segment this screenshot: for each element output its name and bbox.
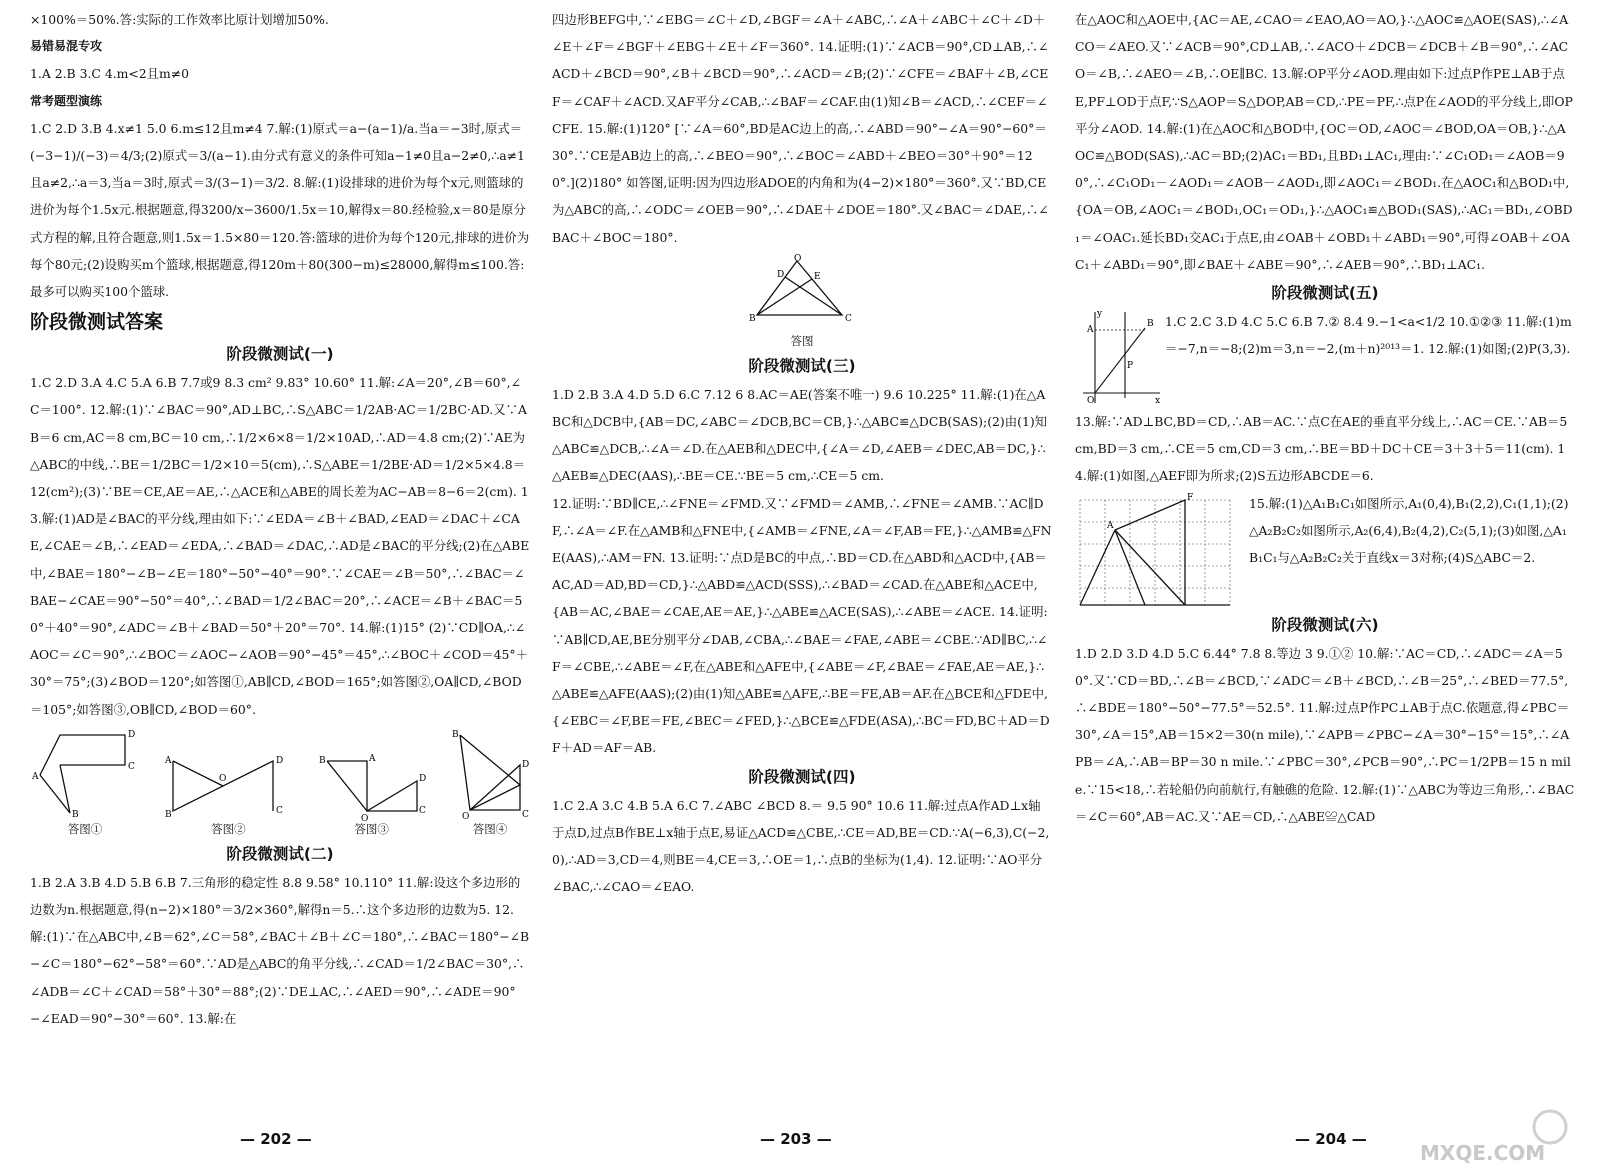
geometry-figure	[163, 751, 293, 821]
geometry-figure	[450, 725, 530, 821]
right-column	[1075, 6, 1575, 830]
answer-paragraph: 1.C 2.D 3.A 4.C 5.A 6.B 7.7或9 8.3 cm² 9.83° 10.60° 11.解:∠A＝20°,∠B＝60°,∠C＝100°. 12.解:(1)∵∠BAC＝90°,AD⊥BC,∴S△ABC＝1/2AB·AC＝1/2BC·AD.又∵AB＝6 cm,AC＝8 cm,BC＝10 cm,∴1/2×6×8＝1/2×10AD,∴AD＝4.8 cm;(2)∵AE为△ABC的中线,∴BE＝1/2BC＝1/2×10＝5(cm),∴S△ABE＝1/2BE·AD＝1/2×5×4.8＝12(cm²);(3)∵BE＝CE,AE＝AE,∴△ACE和△ABE的周长差为AC−AB＝8−6＝2(cm). 13.解:(1)AD是∠BAC的平分线,理由如下:∵∠EDA＝∠B＋∠BAD,∠EAD＝∠DAC＋∠CAE,∠CAE＝∠B,∴∠EAD＝∠EDA,∴∠BAD＝∠DAC,∴AD是∠BAC的平分线;(2)在△ABE中,∠BAE＝180°−∠B−∠E＝180°−50°−40°＝90°.∵∠CAE＝∠B＝50°,∴∠BAC＝∠BAE−∠CAE＝90°−50°＝40°,∴∠BAD＝1/2∠BAC＝20°,∴∠ACE＝∠B＋∠BAC＝50°＋40°＝90°,∠ADC＝∠B＋∠BAD＝50°＋20°＝70°. 14.解:(1)15° (2)∵CD∥OA,∴∠AOC＝∠C＝90°,∴∠BOC＝∠AOC−∠AOB＝90°−45°＝45°,∴∠BOC＋∠COD＝45°＋30°＝75°;(3)∠BOD＝120°;如答图①,AB∥CD,∠BOD＝165°;如答图②,OA∥CD,∠BOD＝105°;如答图③,OB∥CD,∠BOD＝60°.	[30, 375, 530, 717]
answer-paragraph: 1.C 2.A 3.C 4.B 5.A 6.C 7.∠ABC ∠BCD 8.＝ 9.5 90° 10.6 11.解:过点A作AD⊥x轴于点D,过点B作BE⊥x轴于点E,易证△ACD≌△CBE,∴CE＝AD,BE＝CD.∵A(−6,3),C(−2,0),∴AD＝3,CD＝4,则BE＝4,CE＝3,∴OE＝1,∴点B的坐标为(1,4). 12.证明:∵AO平分∠BAC,∴∠CAO＝∠EAO.	[552, 797, 1050, 895]
figure-caption: 答图①	[67, 821, 103, 836]
svg-text:F: F	[1187, 492, 1194, 503]
page-number: — 203 —	[760, 1130, 832, 1148]
svg-text:D: D	[418, 773, 426, 784]
test-title: 阶段微测试(三)	[748, 356, 856, 375]
answer-figure-2	[163, 751, 293, 837]
test-title: 阶段微测试(一)	[226, 345, 334, 364]
svg-text:B: B	[165, 809, 172, 820]
svg-text:B: B	[451, 729, 459, 740]
answer-paragraph: 1.C 2.D 3.B 4.x≠1 5.0 6.m≤12且m≠4 7.解:(1)原式＝a−(a−1)/a.当a＝−3时,原式＝(−3−1)/(−3)＝4/3;(2)原式＝3/(a−1).由分式有意义的条件可知a−1≠0且a−2≠0,∴a≠1且a≠2,∴a＝3,当a＝3时,原式＝3/(3−1)＝3/2. 8.解:(1)设排球的进价为每个x元,则篮球的进价为每个1.5x元.根据题意,得3200/x−3600/1.5x＝10,解得x＝80.经检验,x＝80是原分式方程的解,且符合题意,则1.5x＝1.5×80＝120.答:篮球的进价为每个120元,排球的进价为每个80元;(2)设购买m个篮球,根据题意,得120m＋80(300−m)≤28000,解得m≤100.答:最多可以购买100个篮球.	[30, 120, 530, 300]
svg-text:A: A	[368, 753, 376, 764]
answer-paragraph: 13.解:∵AD⊥BC,BD＝CD,∴AB＝AC.∵点C在AE的垂直平分线上,∴AC＝CE.∵AB＝5 cm,BD＝3 cm,∴CE＝5 cm,CD＝3 cm,∴BE＝BD＋DC＋CE＝3＋3＋5＝11(cm). 14.解:(1)如图,△AEF即为所求;(2)S五边形ABCDE＝6.	[1075, 414, 1568, 484]
svg-text:C: C	[276, 805, 284, 816]
svg-text:A: A	[32, 771, 39, 782]
answer-paragraph: 12.证明:∵BD∥CE,∴∠FNE＝∠FMD.又∵∠FMD＝∠AMB,∴∠FNE＝∠AMB.∵AC∥DF,∴∠A＝∠F.在△AMB和△FNE中,{∠AMB＝∠FNE,∠A＝∠F,AB＝FE,}∴△AMB≌△FNE(AAS),∴AM＝FN. 13.证明:∵点D是BC的中点,∴BD＝CD.在△ABD和△ACD中,{AB＝AC,AD＝AD,BD＝CD,}∴△ABD≌△ACD(SSS),∴∠BAD＝∠CAD.在△ABE和△ACE中,{AB＝AC,∠BAE＝∠CAE,AE＝AE,}∴△ABE≌△ACE(SAS),∴∠ABE＝∠ACE. 14.证明:∵AB∥CD,AE,BE分别平分∠DAB,∠CBA,∴∠BAE＝∠FAE,∠ABE＝∠CBE.∵AD∥BC,∴∠F＝∠CBE,∴∠ABE＝∠F,在△ABE和△AFE中,{∠ABE＝∠F,∠BAE＝∠FAE,AE＝AE,}∴△ABE≌△AFE(AAS);(2)由(1)知△ABE≌△AFE,∴BE＝FE,AB＝AF.在△BCE和△FDE中,{∠EBC＝∠F,BE＝FE,∠BEC＝∠FED,}∴△BCE≌△FDE(ASA),∴BC＝FD,BC＋AD＝DF＋AD＝AF＝AB.	[552, 495, 1052, 756]
svg-text:C: C	[128, 761, 135, 772]
site-watermark-logo	[1420, 1105, 1580, 1165]
answer-paragraph: 四边形BEFG中,∵∠EBG＝∠C＋∠D,∠BGF＝∠A＋∠ABC,∴∠A＋∠ABC＋∠C＋∠D＋∠E＋∠F＝∠BGF＋∠EBG＋∠E＋∠F＝360°. 14.证明:(1)∵∠ACB＝90°,CD⊥AB,∴∠ACD＋∠BCD＝90°,∠B＋∠BCD＝90°,∴∠ACD＝∠B;(2)∵∠CFE＝∠BAF＋∠B,∠CEF＝∠CAF＋∠ACD.又AF平分∠CAB,∴∠BAF＝∠CAF.由(1)知∠B＝∠ACD,∴∠CEF＝∠CFE. 15.解:(1)120° [∵∠A＝60°,BD是AC边上的高,∴∠ABD＝90°−∠A＝90°−60°＝30°.∵CE是AB边上的高,∴∠BEO＝90°,∴∠BOC＝∠ABD＋∠BEO＝30°＋90°＝120°.](2)180° 如答图,证明:因为四边形ADOE的内角和为(4−2)×180°＝360°.又∵BD,CE为△ABC的高,∴∠ODC＝∠OEB＝90°,∴∠DAE＋∠DOE＝180°.又∠BAC＝∠DAE,∴∠BAC＋∠BOC＝180°.	[552, 12, 1049, 245]
answer-paragraph: 1.D 2.B 3.A 4.D 5.D 6.C 7.12 6 8.AC＝AE(答案不唯一) 9.6 10.225° 11.解:(1)在△ABC和△DCB中,{AB＝DC,∠ABC＝∠DCB,BC＝CB,}∴△ABC≌△DCB(SAS);(2)由(1)知△ABC≌△DCB,∴∠A＝∠D.在△AEB和△DEC中,{∠A＝∠D,∠AEB＝∠DEC,AB＝DC,}∴△AEB≌△DEC(AAS),∴BE＝CE.∵BE＝5 cm,∴CE＝5 cm.	[552, 386, 1048, 484]
svg-text:O: O	[1087, 396, 1095, 407]
svg-text:E: E	[814, 271, 821, 282]
answer-paragraph: 1.A 2.B 3.C 4.m<2且m≠0	[30, 66, 190, 82]
section-title: 阶段微测试答案	[30, 311, 164, 334]
test-title: 阶段微测试(五)	[1271, 284, 1379, 303]
svg-text:D: D	[521, 759, 530, 770]
left-column	[30, 6, 530, 1032]
middle-column	[552, 6, 1052, 900]
svg-text:MXQE.COM: MXQE.COM	[1420, 1141, 1546, 1165]
answer-figure-1	[30, 725, 140, 837]
svg-text:P: P	[1127, 361, 1134, 372]
test-title: 阶段微测试(二)	[226, 844, 334, 863]
svg-text:B: B	[1147, 319, 1154, 330]
subsection-heading: 易错易混专攻	[30, 39, 103, 54]
figure-caption: 答图④	[472, 821, 508, 836]
answer-with-figure	[1075, 308, 1575, 408]
grid-figure	[1075, 490, 1235, 610]
figure-caption: 答图③	[354, 821, 389, 836]
svg-text:x: x	[1155, 396, 1161, 407]
figure-caption: 答图②	[211, 821, 246, 836]
svg-text:A: A	[1087, 325, 1094, 336]
geometry-figure	[30, 725, 140, 821]
svg-text:O: O	[219, 773, 227, 784]
answer-with-figure	[1075, 490, 1575, 610]
svg-text:C: C	[418, 805, 426, 816]
svg-text:D: D	[777, 269, 785, 280]
svg-text:O: O	[461, 811, 470, 821]
svg-text:O: O	[360, 813, 369, 821]
text-paragraph: ×100%＝50%.答:实际的工作效率比原计划增加50%.	[30, 12, 329, 27]
svg-text:C: C	[521, 809, 529, 820]
answer-figure-4	[450, 725, 530, 837]
svg-text:A: A	[165, 755, 172, 766]
svg-text:A: A	[1107, 520, 1114, 531]
test-title: 阶段微测试(六)	[1271, 615, 1379, 634]
svg-text:C: C	[845, 313, 852, 324]
answer-figures	[30, 725, 530, 837]
svg-text:B: B	[318, 755, 326, 766]
answer-paragraph: 1.C 2.C 3.D 4.C 5.C 6.B 7.② 8.4 9.−1<a<1/2 10.①②③ 11.解:(1)m＝−7,n＝−8;(2)m＝3,n＝−2,(m＋n)²⁰¹³＝1. 12.解:(1)如图;(2)P(3,3).	[1165, 314, 1572, 357]
answer-paragraph: 1.D 2.D 3.D 4.D 5.C 6.44° 7.8 8.等边 3 9.①② 10.解:∵AC＝CD,∴∠ADC＝∠A＝50°.又∵CD＝BD,∴∠B＝∠BCD,∵∠ADC＝∠B＋∠BCD,∴∠B＝25°,∴∠BED＝77.5°,∴∠BDE＝180°−50°−77.5°＝52.5°. 11.解:过点P作PC⊥AB于点C.依题意,得∠PBC＝30°,∠A＝15°,AB＝15×2＝30(n mile),∵∠APB＝∠PBC−∠A＝30°−15°＝15°,∴∠APB＝∠A,∴AB＝BP＝30 n mile.∵∠PBC＝30°,∠PCB＝90°,∴PC＝1/2PB＝15 n mile.∵15<18,∴若轮船仍向前航行,有触礁的危险. 12.解:(1)∵△ABC为等边三角形,∴∠BAC＝∠C＝60°,AB＝AC.又∵AE＝CD,∴△ABE≌△CAD	[1075, 645, 1575, 824]
figure-caption: 答图	[790, 333, 814, 348]
answer-figure	[552, 253, 1052, 349]
page-number: — 202 —	[240, 1130, 312, 1148]
svg-text:B: B	[749, 313, 756, 324]
subsection-heading: 常考题型演练	[30, 93, 103, 108]
triangle-figure	[747, 253, 857, 333]
test-title: 阶段微测试(四)	[748, 767, 856, 786]
answer-paragraph: 15.解:(1)△A₁B₁C₁如图所示,A₁(0,4),B₁(2,2),C₁(1,1);(2)△A₂B₂C₂如图所示,A₂(6,4),B₂(4,2),C₂(5,1);(3)如图,△A₁B₁C₁与△A₂B₂C₂关于直线x＝3对称;(4)S△ABC＝2.	[1249, 495, 1569, 566]
svg-text:D: D	[276, 755, 284, 766]
svg-text:B: B	[72, 809, 79, 820]
answer-figure-3	[317, 751, 427, 837]
geometry-figure	[317, 751, 427, 821]
svg-text:D: D	[128, 729, 136, 740]
svg-text:O: O	[794, 253, 802, 264]
page-number: — 204 —	[1295, 1130, 1367, 1148]
answer-paragraph: 1.B 2.A 3.B 4.D 5.B 6.B 7.三角形的稳定性 8.8 9.58° 10.110° 11.解:设这个多边形的边数为n.根据题意,得(n−2)×180°＝3/2×360°,解得n＝5.∴这个多边形的边数为5. 12.解:(1)∵在△ABC中,∠B＝62°,∠C＝58°,∠BAC＋∠B＋∠C＝180°,∴∠BAC＝180°−∠B−∠C＝180°−62°−58°＝60°.∵AD是△ABC的角平分线,∴∠CAD＝1/2∠BAC＝30°,∴∠ADB＝∠C＋∠CAD＝58°＋30°＝88°;(2)∵DE⊥AC,∴∠AED＝90°,∴∠ADE＝90°−∠EAD＝90°−30°＝60°. 13.解:在	[30, 874, 530, 1026]
answer-paragraph: 在△AOC和△AOE中,{AC＝AE,∠CAO＝∠EAO,AO＝AO,}∴△AOC≌△AOE(SAS),∴∠ACO＝∠AEO.又∵∠ACB＝90°,CD⊥AB,∴∠ACO＋∠DCB＝∠DCB＋∠B＝90°,∴∠ACO＝∠B,∴∠AEO＝∠B,∴OE∥BC. 13.解:OP平分∠AOD.理由如下:过点P作PE⊥AB于点E,PF⊥OD于点F,∵S△AOP＝S△DOP,AB＝CD,∴PE＝PF,∴点P在∠AOD的平分线上,即OP平分∠AOD. 14.解:(1)在△AOC和△BOD中,{OC＝OD,∠AOC＝∠BOD,OA＝OB,}∴△AOC≌△BOD(SAS),∴AC＝BD;(2)AC₁＝BD₁,且BD₁⊥AC₁,理由:∵∠C₁OD₁＝∠AOB＝90°,∴∠C₁OD₁－∠AOD₁＝∠AOB－∠AOD₁,即∠AOC₁＝∠BOD₁.在△AOC₁和△BOD₁中,{OA＝OB,∠AOC₁＝∠BOD₁,OC₁＝OD₁,}∴△AOC₁≌△BOD₁(SAS),∴AC₁＝BD₁,∠OBD₁＝∠OAC₁.延长BD₁交AC₁于点E,由∠OAB＋∠OBD₁＋∠ABD₁＝90°,可得∠OAB＋∠OAC₁＋∠ABD₁＝90°,即∠BAE＋∠ABE＝90°,∴∠AEB＝90°,∴BD₁⊥AC₁.	[1075, 12, 1573, 272]
coordinate-figure	[1075, 308, 1165, 408]
svg-text:y: y	[1097, 309, 1103, 320]
